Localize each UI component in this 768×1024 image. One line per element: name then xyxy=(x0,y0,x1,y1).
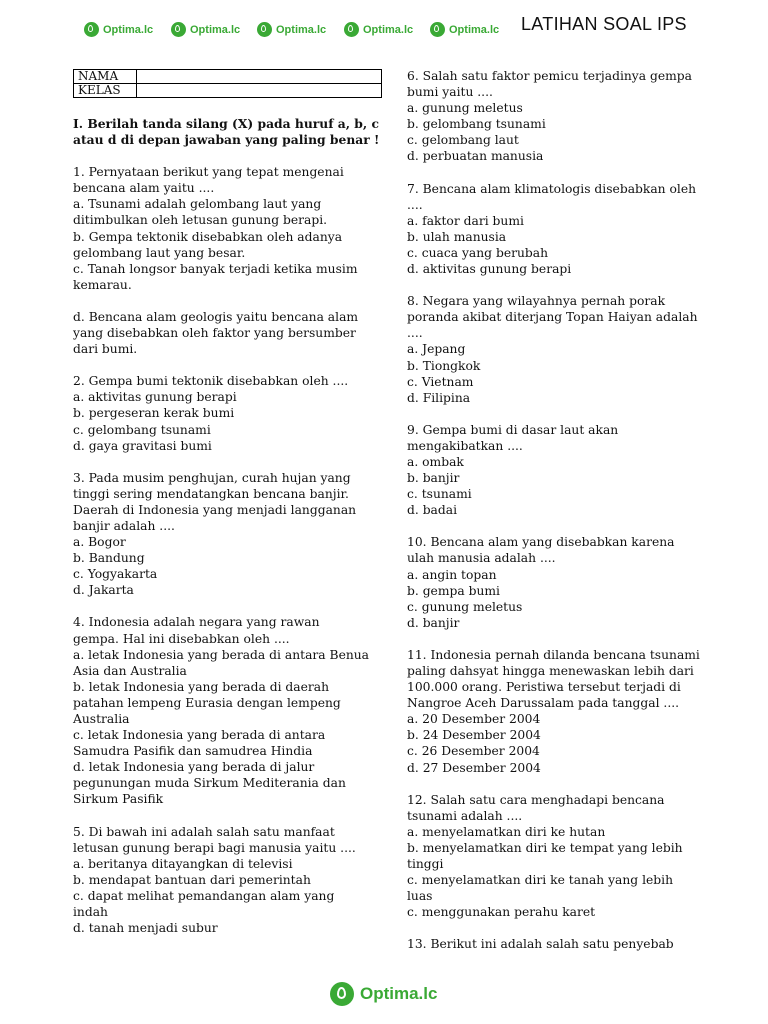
question-line: 1. Pernyataan berikut yang tepat mengenai xyxy=(73,165,344,180)
droplet-icon xyxy=(257,22,272,37)
page-title: LATIHAN SOAL IPS xyxy=(521,14,687,34)
question-line: 12. Salah satu cara menghadapi bencana xyxy=(407,792,665,807)
right-question-column xyxy=(407,68,727,953)
spacer xyxy=(407,277,727,293)
question-line: d. letak Indonesia yang berada di jalur xyxy=(73,760,315,775)
droplet-icon xyxy=(430,22,445,37)
question-line: b. menyelamatkan diri ke tempat yang lebih xyxy=(407,840,683,855)
question-line: patahan lempeng Eurasia dengan lempeng xyxy=(73,695,341,710)
question-line: c. dapat melihat pemandangan alam yang xyxy=(73,888,335,903)
question-line: a. 20 Desember 2004 xyxy=(407,712,541,727)
instruction-line: atau d di depan jawaban yang paling benar ! xyxy=(73,132,380,148)
droplet-icon xyxy=(330,982,354,1006)
question-line: Sirkum Pasifik xyxy=(73,792,164,807)
question-line: c. gunung meletus xyxy=(407,599,523,614)
question-line: 7. Bencana alam klimatologis disebabkan oleh xyxy=(407,181,697,196)
page-header xyxy=(0,14,768,48)
question-line: bumi yaitu .... xyxy=(407,85,493,100)
question-line: c. menggunakan perahu karet xyxy=(407,905,596,920)
question-line: b. gelombang tsunami xyxy=(407,117,546,132)
question-line: d. perbuatan manusia xyxy=(407,149,544,164)
question-line: b. pergeseran kerak bumi xyxy=(73,406,235,421)
question-line: 13. Berikut ini adalah salah satu penyebab xyxy=(407,937,674,952)
name-row xyxy=(74,70,382,84)
question-line: c. menyelamatkan diri ke tanah yang lebih xyxy=(407,873,674,888)
question-line: 100.000 orang. Peristiwa tersebut terjadi di xyxy=(407,680,681,695)
spacer xyxy=(407,631,727,647)
question-line: d. tanah menjadi subur xyxy=(73,921,218,936)
spacer xyxy=(73,598,393,614)
question-line: tinggi sering mendatangkan bencana banjir. xyxy=(73,486,349,501)
student-identity-table xyxy=(73,69,382,98)
question-line: Daerah di Indonesia yang menjadi langganan xyxy=(73,502,357,517)
question-line: 8. Negara yang wilayahnya pernah porak xyxy=(407,294,666,309)
question-line: Nangroe Aceh Darussalam pada tanggal .... xyxy=(407,696,680,711)
question-line: 2. Gempa bumi tektonik disebabkan oleh .... xyxy=(73,374,349,389)
left-question-column xyxy=(73,116,393,936)
question-line: b. banjir xyxy=(407,471,460,486)
question-line: bencana alam yaitu .... xyxy=(73,181,215,196)
question-line: b. Bandung xyxy=(73,551,145,566)
question-line: 3. Pada musim penghujan, curah hujan yang xyxy=(73,470,351,485)
question-line: a. gunung meletus xyxy=(407,101,523,116)
question-line: c. Yogyakarta xyxy=(73,567,158,582)
question-line: kemarau. xyxy=(73,277,132,292)
question-line: 10. Bencana alam yang disebabkan karena xyxy=(407,535,675,550)
question-line: poranda akibat diterjang Topan Haiyan adalah xyxy=(407,310,698,325)
question-line: d. 27 Desember 2004 xyxy=(407,760,541,775)
instruction-line: I. Berilah tanda silang (X) pada huruf a, b, c xyxy=(73,116,379,131)
question-line: b. mendapat bantuan dari pemerintah xyxy=(73,872,311,887)
brand-logo-text: Optima.lc xyxy=(190,23,241,36)
spacer xyxy=(407,518,727,534)
brand-logo xyxy=(344,22,413,37)
question-line: c. 26 Desember 2004 xyxy=(407,744,540,759)
question-line: b. Tiongkok xyxy=(407,358,481,373)
question-line: 9. Gempa bumi di dasar laut akan xyxy=(407,422,619,437)
footer-logo-text: Optima.lc xyxy=(360,984,438,1003)
question-line: c. cuaca yang berubah xyxy=(407,245,549,260)
question-line: c. gelombang laut xyxy=(407,133,519,148)
question-line: .... xyxy=(407,197,423,212)
question-line: d. aktivitas gunung berapi xyxy=(407,262,572,277)
brand-logo-text: Optima.lc xyxy=(276,23,327,36)
question-line: a. menyelamatkan diri ke hutan xyxy=(407,824,606,839)
class-field[interactable] xyxy=(137,84,382,98)
question-line: indah xyxy=(73,905,108,920)
question-line: letusan gunung berapi bagi manusia yaitu .... xyxy=(73,840,356,855)
question-line: ulah manusia adalah .... xyxy=(407,551,556,566)
question-line: Asia dan Australia xyxy=(73,663,187,678)
question-line: b. ulah manusia xyxy=(407,229,507,244)
question-line: a. angin topan xyxy=(407,567,497,582)
footer-logo xyxy=(330,982,437,1006)
question-line: gempa. Hal ini disebabkan oleh .... xyxy=(73,631,290,646)
question-line: a. beritanya ditayangkan di televisi xyxy=(73,856,293,871)
question-line: banjir adalah .... xyxy=(73,518,175,533)
spacer xyxy=(407,165,727,181)
name-field[interactable] xyxy=(137,70,382,84)
question-line: d. Jakarta xyxy=(73,583,134,598)
class-label: KELAS xyxy=(74,84,137,98)
brand-logo xyxy=(171,22,240,37)
brand-logo-text: Optima.lc xyxy=(103,23,154,36)
droplet-icon xyxy=(344,22,359,37)
brand-logo xyxy=(84,22,153,37)
question-line: b. letak Indonesia yang berada di daerah xyxy=(73,679,330,694)
spacer xyxy=(407,920,727,936)
droplet-icon xyxy=(84,22,99,37)
question-line: a. aktivitas gunung berapi xyxy=(73,390,237,405)
question-line: c. Vietnam xyxy=(407,374,474,389)
question-line: a. ombak xyxy=(407,454,464,469)
question-line: b. Gempa tektonik disebabkan oleh adanya xyxy=(73,229,343,244)
question-line: pegunungan muda Sirkum Mediterania dan xyxy=(73,776,346,791)
question-line: 5. Di bawah ini adalah salah satu manfaat xyxy=(73,824,335,839)
question-line: tinggi xyxy=(407,857,444,872)
question-line: d. gaya gravitasi bumi xyxy=(73,438,212,453)
question-line: d. Bencana alam geologis yaitu bencana alam xyxy=(73,309,359,324)
question-line: .... xyxy=(407,326,423,341)
question-line: yang disebabkan oleh faktor yang bersumber xyxy=(73,326,356,341)
question-line: a. Bogor xyxy=(73,535,126,550)
question-line: b. gempa bumi xyxy=(407,583,500,598)
question-line: d. banjir xyxy=(407,615,460,630)
question-line: c. Tanah longsor banyak terjadi ketika musim xyxy=(73,261,358,276)
brand-logo-text: Optima.lc xyxy=(449,23,500,36)
question-line: 6. Salah satu faktor pemicu terjadinya gempa xyxy=(407,69,692,83)
question-line: gelombang laut yang besar. xyxy=(73,245,246,260)
question-line: b. 24 Desember 2004 xyxy=(407,728,541,743)
question-line: tsunami adalah .... xyxy=(407,808,523,823)
question-line: d. badai xyxy=(407,503,458,518)
question-line: 11. Indonesia pernah dilanda bencana tsunami xyxy=(407,647,700,662)
question-line: mengakibatkan .... xyxy=(407,438,523,453)
question-line: 4. Indonesia adalah negara yang rawan xyxy=(73,615,320,630)
spacer xyxy=(407,776,727,792)
spacer xyxy=(407,406,727,422)
question-line: d. Filipina xyxy=(407,390,471,405)
question-line: c. letak Indonesia yang berada di antara xyxy=(73,728,326,743)
question-line: ditimbulkan oleh letusan gunung berapi. xyxy=(73,213,328,228)
brand-logo xyxy=(257,22,326,37)
spacer xyxy=(73,454,393,470)
question-line: a. Tsunami adalah gelombang laut yang xyxy=(73,197,322,212)
spacer xyxy=(73,808,393,824)
spacer xyxy=(73,293,393,309)
question-line: paling dahsyat hingga menewaskan lebih dari xyxy=(407,664,694,678)
question-line: c. gelombang tsunami xyxy=(73,422,211,437)
question-line: a. faktor dari bumi xyxy=(407,213,524,228)
brand-logo xyxy=(430,22,499,37)
question-line: dari bumi. xyxy=(73,342,138,357)
name-label: NAMA xyxy=(74,70,137,84)
question-line: a. Jepang xyxy=(407,342,466,357)
spacer xyxy=(73,357,393,373)
question-line: Australia xyxy=(73,712,130,726)
question-line: Samudra Pasifik dan samudrea Hindia xyxy=(73,744,313,759)
question-line: a. letak Indonesia yang berada di antara Benua xyxy=(73,647,370,662)
class-row xyxy=(74,84,382,98)
question-line: c. tsunami xyxy=(407,487,472,502)
question-line: luas xyxy=(407,889,433,904)
droplet-icon xyxy=(171,22,186,37)
brand-logo-text: Optima.lc xyxy=(363,23,414,36)
